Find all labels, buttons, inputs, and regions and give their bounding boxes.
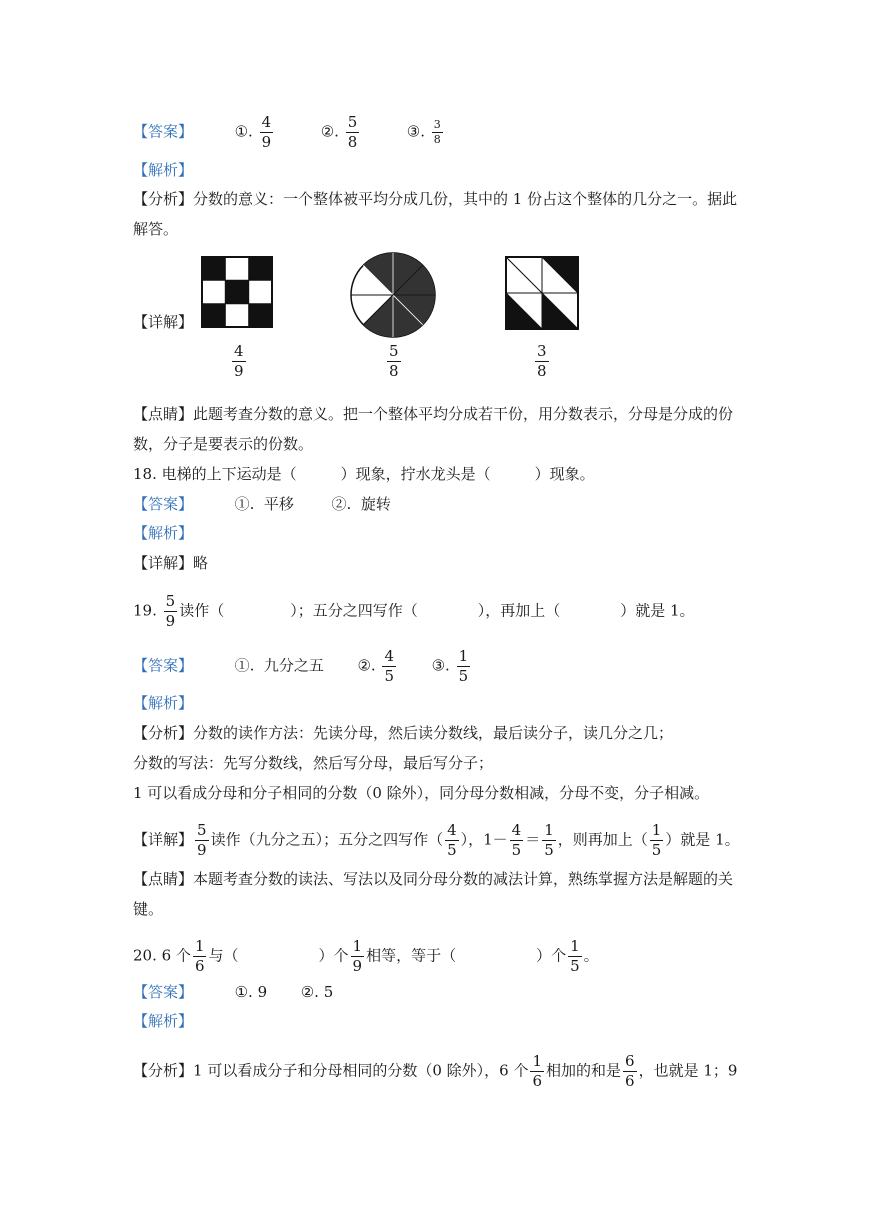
figure-fraction-2: $\frac{5}{8}$ [389,342,399,380]
answer-fraction-1: $\frac{4}{9}$ [261,113,272,151]
q19-analysis-label: 【解析】 [133,694,194,712]
answer-marker-2: ②. [320,122,339,141]
answer-marker-3: ③. [406,122,426,141]
figure-fraction-3: $\frac{3}{8}$ [537,342,547,380]
q18-question: 18. 电梯的上下运动是（ ）现象，拧水龙头是（ ）现象。 [133,465,595,483]
q17-answer-line [133,114,445,151]
q19-answer-line: 【答案】 ①. 九分之五 ②. $\frac{4}{5}$ ③. $\frac{1}{5}$ [133,647,469,685]
dianjing-label: 【点睛】 [133,405,194,423]
detail-label: 【详解】 [133,313,194,331]
triangle-square-figure [505,256,579,330]
q18-detail-line: 【详解】略 [133,554,209,572]
q20-answer-line: 【答案】 ①. 9 ②. 5 [133,983,334,1001]
q19-fenxi-line1: 【分析】分数的读作方法：先读分母，然后读分数线，最后读分子，读几分之几； [133,724,674,742]
q19-fenxi-line2: 分数的写法：先写分数线，然后写分母，最后写分子； [133,754,494,772]
q17-dianjing-line1: 【点睛】此题考查分数的意义。把一个整体平均分成若干份，用分数表示，分母是分成的份 [133,405,734,423]
q20-fenxi-line: 【分析】1 可以看成分子和分母相同的分数（0 除外），6 个 $\frac{1}{6}$ 相加的和是 $\frac{6}{6}$ ，也就是 1；9 [133,1052,738,1090]
answer-fraction-2: $\frac{5}{8}$ [347,113,358,151]
analysis-label: 【解析】 [133,161,194,179]
q20-question: 20. 6 个 $\frac{1}{6}$ 与（ ）个 $\frac{1}{9}$ 相等，等于（ ）个 $\frac{1}{5}$ 。 [133,937,599,975]
q17-fenxi-line1 [133,188,737,210]
q19-detail-line: 【详解】 $\frac{5}{9}$ 读作（九分之五）；五分之四写作（ $\frac{4}{5}$ ），1－ $\frac{4}{5}$ ＝ $\frac{1}{5}$ ，则再加上（ $\frac{1}{5}$ ）就是 1。 [133,821,740,859]
q17-fenxi-line2: 解答。 [133,220,179,238]
fenxi-text: 分数的意义：一个整体被平均分成几份，其中的 1 份占这个整体的几分之一。据此 [193,190,738,208]
q18-analysis-label: 【解析】 [133,524,194,542]
q18-answer-line: 【答案】 ①. 平移 ②. 旋转 [133,495,391,513]
circle-figure [349,251,437,339]
q19-question: 19. $\frac{5}{9}$ 读作（ ）；五分之四写作（ ），再加上（ ）就是 1。 [133,592,695,630]
q19-fenxi-line3: 1 可以看成分母和分子相同的分数（0 除外），同分母分数相减，分母不变，分子相减。 [133,784,710,802]
fenxi-label: 【分析】 [133,190,194,208]
answer-label: 【答案】 [133,122,194,141]
q17-dianjing-line2: 数，分子是要表示的份数。 [133,435,314,453]
grid-figure [201,256,273,328]
answer-fraction-3: $\frac{3}{8}$ [433,118,441,146]
q19-dianjing-line1: 【点睛】本题考查分数的读法、写法以及同分母分数的减法计算，熟练掌握方法是解题的关 [133,870,734,888]
answer-marker-1: ①. [234,122,253,141]
q20-analysis-label: 【解析】 [133,1012,194,1030]
figure-fraction-1: $\frac{4}{9}$ [234,342,244,380]
q19-dianjing-line2: 键。 [133,900,164,918]
